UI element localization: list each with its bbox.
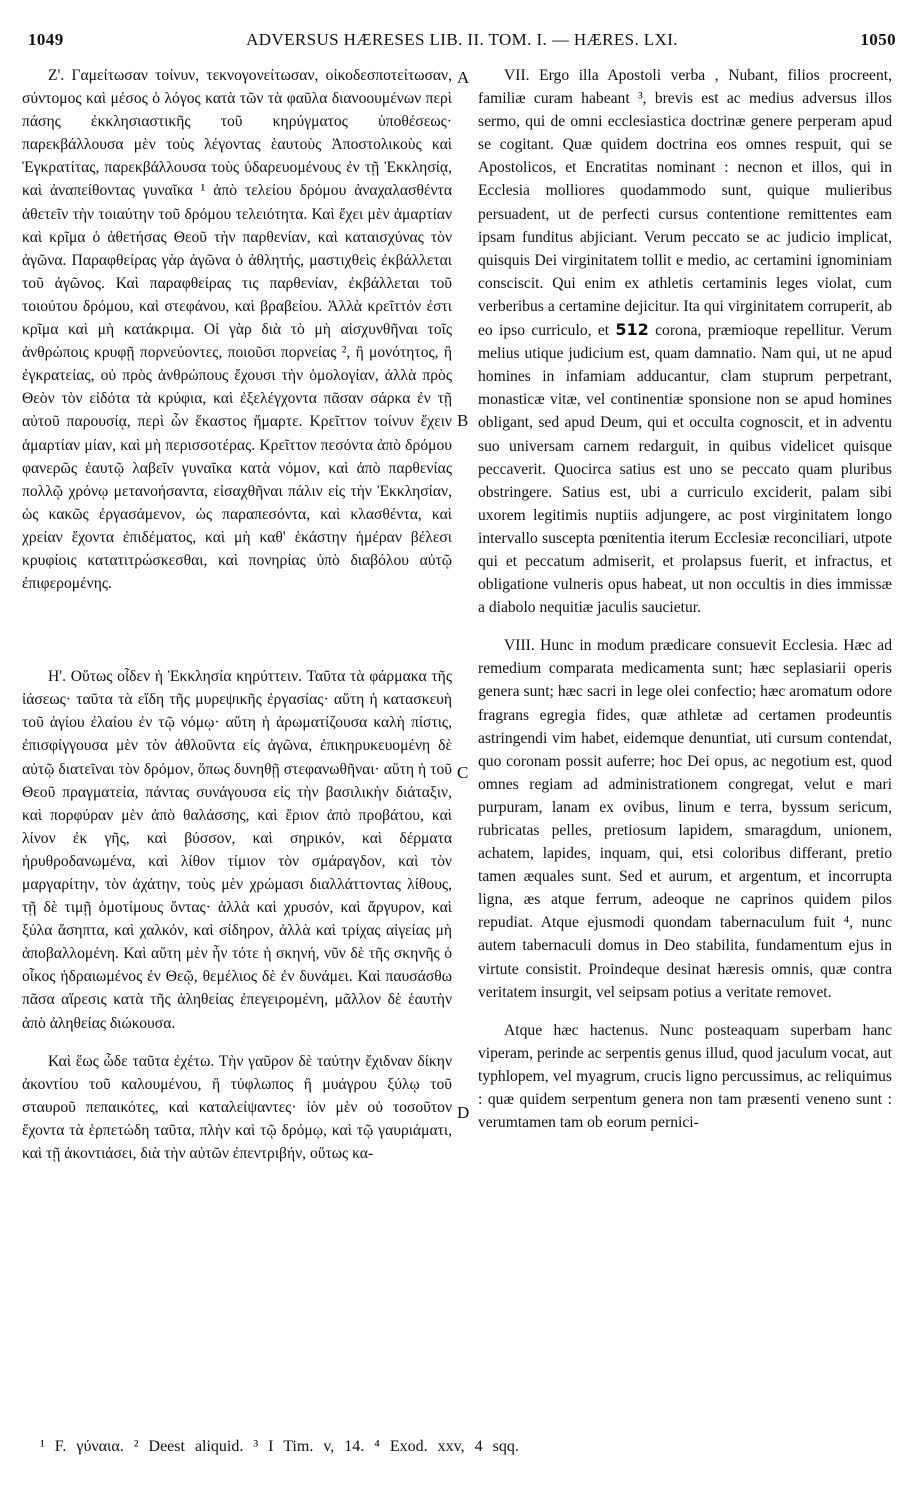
- latin-paragraph-7: [478, 64, 892, 619]
- margin-letter-a: A: [457, 68, 470, 87]
- page-number-left: 1049: [28, 30, 64, 49]
- latin-paragraph-8: VIII. Hunc in modum prædicare consuevit Ecclesia. Hæc ad remedium comparata medicamenta sunt; hæc seplasiarii operis genera sunt; hæc sacri in lege olei confectio; hæc aromatum odore fragrans egregia fides, quæ athletæ ad certamen prodeuntis astringendi vim habet, eidemque denuntiat, uti cursum contendat, quo coronam possit auferre; hoc Dei opus, ac negotium est, quod omnes regiam ad administrationem congregat, velut e mari purpuram, lanam ex ovibus, linum e terra, byssum sericum, rubricatas pelles, pretiosum lapidem, smaragdum, unionem, achatem, lapides, inquam, qui, etsi coloribus differant, pretio tamen æquales sunt. Sed et aurum, et argentum, et incorrupta ligna, æs atque ferrum, adeoque ne caprinos quidem pilos repudiat. Atque ejusmodi quondam tabernaculum fuit ⁴, nunc autem tabernaculi domus in Deo stabilita, fundamentum ejus in virtute consistit. Proindeque desinat hæresis omnis, quæ contra veritatem insurgit, vel seipsam potius a veritate removet.: [478, 637, 892, 1001]
- margin-letter-b: B: [457, 411, 469, 430]
- page-number-right: 1050: [860, 30, 896, 49]
- margin-letter-c: C: [457, 763, 469, 782]
- running-header: [28, 30, 896, 56]
- greek-paragraph-7: Ζ'. Γαμείτωσαν τοίνυν, τεκνογονείτωσαν, οἰκοδεσποτείτωσαν, σύντομος καὶ μέσος ὁ λόγος κατὰ τῶν τὰ φαῦλα διανοουμένων περὶ πάσης ἐκκλησιαστικῆς τοῦ κηρύγματος ὑποθέσεως· παρεκβάλλουσα μὲν τοὺς λέγοντας ἑαυτοὺς Ἀποστολικοὺς καὶ Ἐγκρατίτας, παρεκβάλλουσα τοὺς ὑδαρευομένους ἐν τῇ Ἐκκλησίᾳ, καὶ ἀναπείθοντας γυναῖκα ¹ ἀπὸ τελείου δρόμου ἀναχαλασθέντα ἀθετεῖν τὴν τοιαύτην τοῦ δρόμου τελειότητα. Καὶ ἔχει μὲν ἁμαρτίαν καὶ κρῖμα ὁ ἀθετήσας Θεοῦ τὴν παρθενίαν, καὶ καταισχύνας τὸν ἀγῶνα. Παραφθείρας γὰρ ἀγῶνα ὁ ἀθλητής, μαστιχθεὶς ἐκβάλλεται τοῦ ἀγῶνος. Καὶ παραφθείρας τις παρθενίαν, ἐκβάλλεται τοῦ τοιούτου δρόμου, καὶ στεφάνου, καὶ βραβείου. Ἀλλὰ κρεῖττόν ἐστι κρῖμα καὶ μὴ κατάκριμα. Οἱ γὰρ διὰ τὸ μὴ αἰσχυνθῆναι τοῖς ἀνθρώποις κρυφῇ πορνεύοντες, ποιοῦσι πορνείας ², ἢ μονότητος, ἢ ἐγκρατείας, οὐ πρὸς ἀνθρώπους ἔχουσι τὴν ὁμολογίαν, ἀλλὰ πρὸς Θεὸν τὸν εἰδότα τὰ κρύφια, καὶ ἐξελέγχοντα πᾶσαν σάρκα ἐν τῇ αὐτοῦ παρουσίᾳ, περὶ ὧν ἕκαστος ἥμαρτε. Κρεῖττον τοίνυν ἔχειν ἁμαρτίαν μίαν, καὶ μὴ περισσοτέρας. Κρεῖττον πεσόντα ἀπὸ δρόμου φανερῶς ἑαυτῷ λαβεῖν γυναῖκα κατὰ νόμον, καὶ ἀπὸ παρθενίας πολλῷ χρόνῳ μετανοήσαντα, εἰσαχθῆναι πάλιν εἰς τὴν Ἐκκλησίαν, ὡς κακῶς ἐργασάμενον, ὡς παραπεσόντα, καὶ κλασθέντα, καὶ χρείαν ἔχοντα ἐπιδέματος, καὶ μὴ καθ' ἑκάστην ἡμέραν βέλεσι κρυφίοις κατατιτρώσκεσθαι, καὶ πονηρίας ὑπὸ διαβόλου αὐτῷ ἐπιφερομένης.: [22, 67, 452, 593]
- footnotes: ¹ F. γύναια. ² Deest aliquid. ³ I Tim. v, 14. ⁴ Exod. xxv, 4 sqq.: [40, 1438, 519, 1455]
- margin-letter-d: D: [457, 1103, 470, 1122]
- column-number: 512: [615, 320, 649, 340]
- latin-paragraph-closing: Atque hæc hactenus. Nunc posteaquam superbam hanc viperam, perinde ac serpentis genus illud, quod jaculum vocat, aut typhlopem, vel myagrum, crucis ligno percussimus, ac reliquimus : quæ quidem serpentum genera non tam præsenti veneno sunt : verumtamen tam ob eorum pernici-: [478, 1021, 892, 1132]
- greek-column: [22, 64, 452, 1165]
- latin-paragraph-7-part-2: corona, præmioque repellitur. Verum melius utique judicium est, quam damnatio. Nam qui, ut ne apud homines in infamiam adducantur, clam stuprum perpetrant, monasticæ vitæ, vel continentiæ sponsione non se apud homines obligant, sed apud Deum, qui et occulta cognoscit, et in adventu suo universam carnem redarguit, in quibus videlicet quisque peccaverit. Quocirca satius est uno se peccato quam pluribus obstringere. Satius est, ubi a curriculo exciderit, palam sibi uxorem legitimis nuptiis adjungere, ac post virginitatem longo intervallo suscepta pœnitentia iterum Ecclesiæ reconciliari, utpote qui et peccatum admiserit, et prolapsus fuerit, et infractus, et obligatione vulneris opus habeat, ut non occultis in dies immissæ a diabolo nequitiæ jaculis saucietur.: [478, 322, 892, 617]
- latin-column: [478, 64, 892, 1134]
- running-title: ADVERSUS HÆRESES LIB. II. TOM. I. — HÆRES. LXI.: [246, 30, 678, 49]
- latin-paragraph-7-part-1: VII. Ergo illa Apostoli verba , Nubant, filios procreent, familiæ curam habeant ³, brevis est ac medius adversus illos sermo, qui de omni ecclesiastica doctrinæ genere perperam apud se cogitant. Quæ quidem doctrina eos omnes respuit, qui se Apostolicos, et Encratitas nominant : necnon et illos, qui in Ecclesia molliores quodammodo sunt, quique mulieribus persuadent, ut de perfecti cursus contentione remittentes eam ipsam funditus abjiciant. Verum peccato se ac judicio implicat, quisquis Dei virginitatem tollit e medio, ac certamini ignominiam consciscit. Qui enim ex athletis certaminis leges violat, cum verberibus a certamine dejicitur. Ita qui virginitatem corruperit, ab eo ipso curriculo, et: [478, 67, 892, 340]
- greek-paragraph-closing: Καὶ ἕως ὧδε ταῦτα ἐχέτω. Τὴν γαῦρον δὲ ταύτην ἔχιδναν δίκην ἀκοντίου τοῦ καλουμένου, ἢ τύφλωπος ἢ μυάγρου ξύλῳ τοῦ σταυροῦ πεπαικότες, καὶ καταλείψαντες· ἰὸν μὲν οὐ τοσοῦτον ἔχοντα τὰ ἑρπετώδη ταῦτα, πλὴν καὶ τῷ δρόμῳ, καὶ τῷ γαυριάματι, καὶ τῇ ἀκοντιάσει, διὰ τὴν αὐτῶν ἐπεντριβήν, οὕτως κα-: [22, 1052, 452, 1163]
- greek-paragraph-8: Η'. Οὕτως οἶδεν ἡ Ἐκκλησία κηρύττειν. Ταῦτα τὰ φάρμακα τῆς ἰάσεως· ταῦτα τὰ εἴδη τῆς μυρεψικῆς ἐργασίας· αὕτη ἡ κατασκευὴ τοῦ ἁγίου ἐλαίου ἐν τῷ νόμῳ· αὕτη ἡ ἀρωματίζουσα καλὴ πίστις, ἐπισφίγγουσα μὲν τὸν ἀθλοῦντα εἰς ἀγῶνα, ἐπικηρυκευομένη δὲ αὐτῷ διατεῖναι τὸν δρόμον, ὅπως δυνηθῇ στεφανωθῆναι· αὕτη ἡ τοῦ Θεοῦ πραγματεία, πάντας συνάγουσα εἰς τὴν βασιλικὴν διάταξιν, καὶ πορφύραν μὲν ἀπὸ θαλάσσης, καὶ ἔριον ἀπὸ προβάτου, καὶ λίνον ἐκ γῆς, καὶ βύσσον, καὶ σηρικόν, καὶ δέρματα ἠρυθροδανωμένα, καὶ λίθον τίμιον τὸν σμάραγδον, καὶ τὸν μαργαρίτην, τὸν ἀχάτην, τοὺς μὲν χρώμασι διαλλάττοντας λίθους, τῇ δὲ τιμῇ ὁμοτίμους ὄντας· ἀλλὰ καὶ χρυσόν, καὶ ἄργυρον, καὶ ξύλα ἄσηπτα, καὶ χαλκόν, καὶ σίδηρον, ἀλλὰ καὶ τρίχας αἰγείας μὴ ἀποβαλλομένη. Καὶ αὕτη μὲν ἦν τότε ἡ σκηνή, νῦν δὲ τῆς σκηνῆς ὁ οἶκος ἡδραιωμένος ἐν Θεῷ, θεμέλιος δὲ ἐν δυνάμει. Καὶ παυσάσθω πᾶσα αἵρεσις κατὰ τῆς ἀληθείας ἐπεγειρομένη, μᾶλλον δὲ ἑαυτὴν ἀπὸ ἀληθείας διώκουσα.: [22, 668, 452, 1032]
